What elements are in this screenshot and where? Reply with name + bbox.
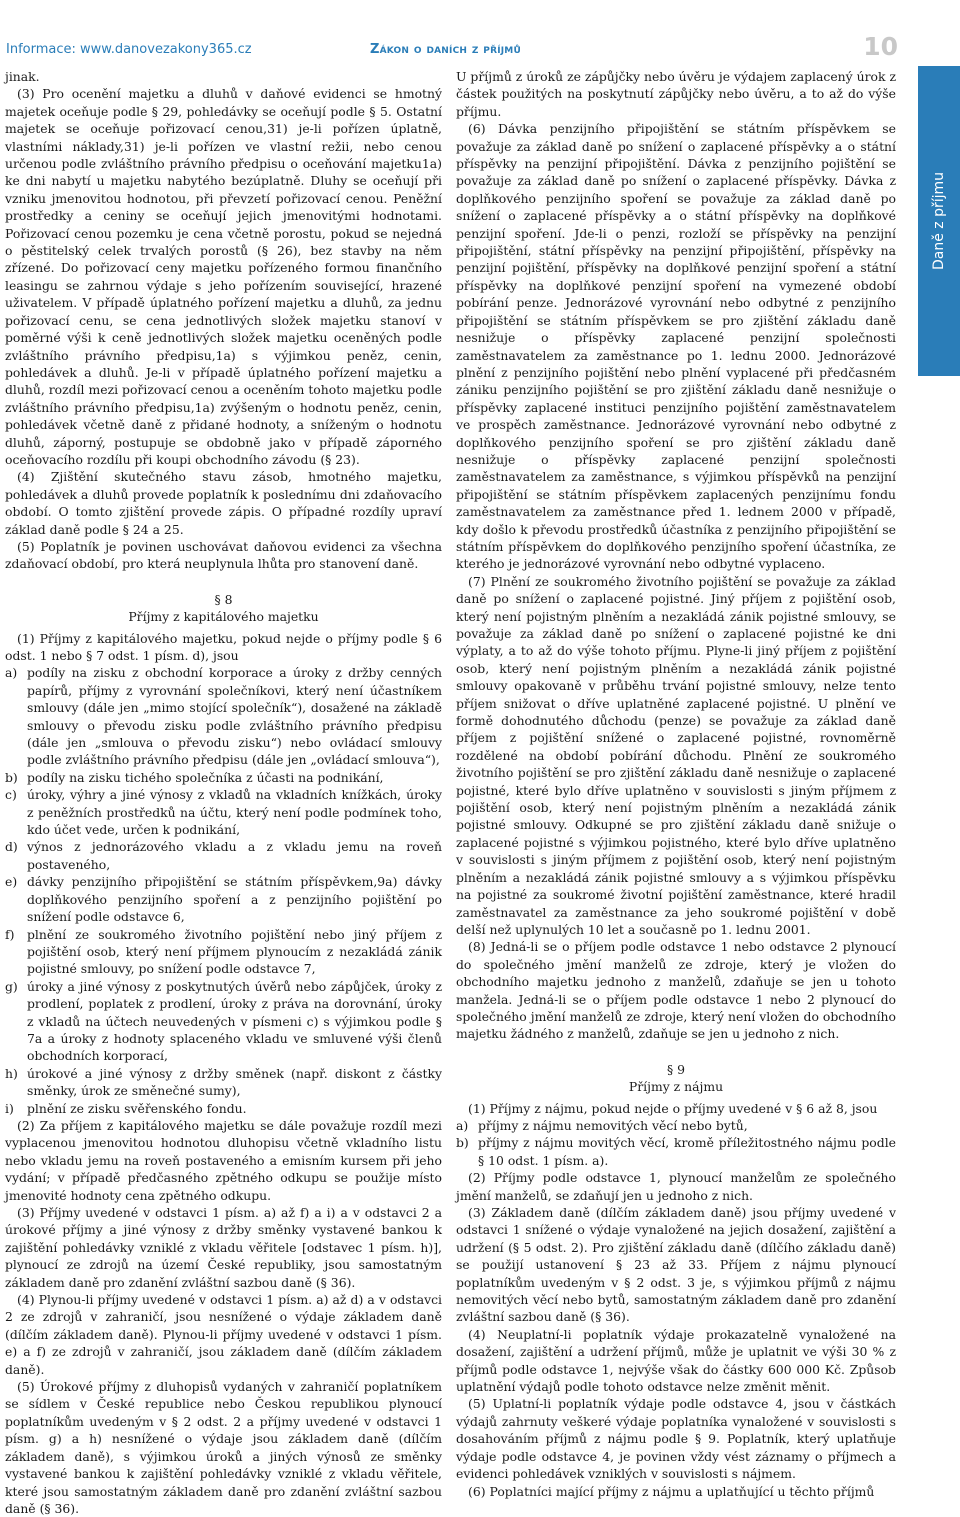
list-label: h) [5,1065,18,1081]
list-label: e) [5,874,18,890]
paragraph: (4) Plynou-li příjmy uvedené v odstavci 1 písm. a) až d) a v odstavci 2 ze zdrojů v zahraničí, jsou nesnížené o výdaje základem daně (dílčím základem daně). Plynou-li příjmy uvedené v odstavci 1 písm. e) a f) ze zdrojů v zahraničí, jsou základem daně (dílčím základem daně). [5,1292,442,1377]
list-text: příjmy z nájmu movitých věcí, kromě příležitostného nájmu podle § 10 odst. 1 písm. a). [478,1135,896,1168]
page-header [6,32,898,61]
section-number: § 8 [214,591,233,607]
list-label: a) [456,1117,469,1133]
paragraph: (6) Poplatníci mající příjmy z nájmu a uplatňující u těchto příjmů [468,1483,875,1499]
paragraph: (4) Neuplatní-li poplatník výdaje prokazatelně vynaložené na dosažení, zajištění a udržení příjmů, může je uplatnit ve výši 30 % z příjmů podle odstavce 1, nejvýše však do částky 600 000 Kč. Způsob uplatnění výdajů podle tohoto odstavce nelze změnit měnit. [456,1326,896,1395]
paragraph: (3) Příjmy uvedené v odstavci 1 písm. a) až f) a i) a v odstavci 2 a úrokové příjmy a jiné výnosy z držby směnky vystavené bankou k zajištění pohledávky vzniklé z vkladu věřitele [odstavec 1 písm. h)], plynoucí ze zdrojů na území České republiky, jsou samostatným základem daně pro zdanění zvláštní sazbou daně (§ 36). [5,1205,442,1290]
paragraph: (5) Uplatní-li poplatník výdaje podle odstavce 4, jsou v částkách výdajů zahrnuty veškeré výdaje poplatníka vynaložené v souvislosti s dosahováním příjmů z nájmu podle § 9. Poplatník, který uplatňuje výdaje podle odstavce 4, je povinen vždy vést záznamy o příjmech a evidenci pohledávek vzniklých v souvislosti s nájmem. [456,1396,896,1482]
section-title: Příjmy z kapitálového majetku [128,609,319,625]
paragraph: (5) Úrokové příjmy z dluhopisů vydaných v zahraničí poplatníkem se sídlem v České republice nebo Českou republikou plynoucí poplatníkům uvedeným v § 2 odst. 2 a příjmy uvedené v odstavci 1 písm. g) a h) nesnížené o výdaje jsou základem daně (dílčím základem daně), s výjimkou úroků a jiných výnosů ze směnky vystavené bankou k zajištění pohledávky vzniklé z vkladu věřitele, které jsou samostatným základem daně pro zdanění zvláštní sazbou daně (§ 36). [5,1379,442,1516]
paragraph: U příjmů z úroků ze zápůjčky nebo úvěru je výdajem zaplacený úrok z částek použitých na poskytnutí zápůjčky nebo úvěru, a to až do výše příjmu. [456,69,896,119]
paragraph: (3) Pro ocenění majetku a dluhů v daňové evidenci se hmotný majetek oceňuje podle § 29, pohledávky se oceňují podle § 5. Ostatní majetek se oceňuje pořizovací cenou,31) je-li pořízen úplatně, vlastními náklady,31) je-li pořízen ve vlastní režii, nebo cenou určenou podle zvláštního právního předpisu o oceňování majetku1a) ke dni nabytí u majetku nabytého bezúplatně. Dluhy se oceňují při vzniku jmenovitou hodnotou, při převzetí pořizovací cenou. Peněžní prostředky a ceniny se oceňují jejich jmenovitými hodnotami. Pořizovací cenou pozemku je cena včetně porostu, pokud se nejedná o pěstitelský celek trvalých porostů (§ 26), bez stavby na něm zřízené. Do pořizovací ceny majetku pořízeného formou finančního leasingu se zahrnou výdaje s jeho pořízením související, hrazené uživatelem. V případě úplatného pořízení majetku a dluhů, za jednu pořizovací cenu, se cena jednotlivých složek majetku stanoví v poměrné výši k ceně jednotlivých složek majetku oceněných podle zvláštního právního předpisu,1a) s výjimkou peněz, cenin, pohledávek a dluhů. Je-li v případě úplatného pořízení majetku a dluhů, rozdíl mezi pořizovací cenou a oceněním tohoto majetku podle zvláštního právního předpisu,1a) zvýšeným o hodnotu peněz, cenin, pohledávek včetně daně z přidané hodnoty, a sníženým o hodnotu dluhů, záporný, postupuje se obdobně jako v případě záporného oceňovacího rozdílu při koupi obchodního závodu (§ 23). [5,86,442,467]
list-text: podíly na zisku z obchodní korporace a úroky z držby cenných papírů, příjmy z vyrovnání společníkovi, který není účastníkem smlouvy (dále jen „mimo stojící společník“), dosažené na základě smlouvy o převodu zisku podle zvláštního právního předpisu (dále jen „smlouva o převodu zisku“) nebo ovládací smlouvy podle zvláštního právního předpisu (dále jen „ovládací smlouva“), [27,665,442,768]
list-text: úroky a jiné výnosy z poskytnutých úvěrů nebo zápůjček, úroky z prodlení, poplatek z prodlení, úroky z práva na dorovnání, úroky z vkladů na účtech neuvedených v písmeni c) s výjimkou podle § 7a a úroky z hodnoty splaceného vkladu ve smluvené výši členů obchodních korporací, [27,978,442,1064]
list-item [456,1117,896,1134]
paragraph: (5) Poplatník je povinen uschovávat daňovou evidenci za všechna zdaňovací období, pro která neuplynula lhůta pro stanovení daně. [5,538,442,572]
list-label: b) [456,1135,469,1151]
list-item [5,978,442,1065]
list-text: úroky, výhry a jiné výnosy z vkladů na vkladních knížkách, úroky z peněžních prostředků na účtu, který není podle podmínek toho, kdo účet vede, určen k podnikání, [27,787,442,838]
list-text: podíly na zisku tichého společníka z účasti na podnikání, [27,769,384,785]
list-label: d) [5,839,18,855]
list-text: úrokové a jiné výnosy z držby směnek (např. diskont z částky směnky, úrok ze směnečné sumy), [27,1065,442,1099]
list-text: výnos z jednorázového vkladu a z vkladu jemu na roveň postaveného, [27,839,442,872]
paragraph: (3) Základem daně (dílčím základem daně) jsou příjmy uvedené v odstavci 1 snížené o výdaje vynaložené na jejich dosažení, zajištění a udržení (§ 5 odst. 2). Pro zjištění základu daně (dílčího základu daně) se použijí ustanovení § 23 až 33. Příjem z nájmu plynoucí poplatníkům uvedeným v § 2 odst. 3 je, s výjimkou příjmů z nájmu nemovitých věcí nebo bytů, samostatným základem daně pro zdanění zvláštní sazbou daně (§ 36). [456,1205,896,1325]
section-title: Příjmy z nájmu [628,1079,724,1095]
paragraph: (2) Příjmy podle odstavce 1, plynoucí manželům ze společného jmění manželů, se zdaňují jen u jednoho z nich. [456,1170,896,1203]
list-label: g) [5,978,18,994]
list-label: a) [5,665,18,681]
list-item [5,769,442,786]
page-number: 10 [863,32,898,61]
paragraph: (4) Zjištění skutečného stavu zásob, hmotného majetku, pohledávek a dluhů provede poplatník k poslednímu dni zdaňovacího období. O tomto zjištění provede zápis. O případné rozdíly upraví základ daně podle § 24 a 25. [5,469,442,537]
list-text: plnění ze zisku svěřenského fondu. [27,1100,247,1116]
list-item [5,664,442,768]
list-label: b) [5,769,18,785]
paragraph: (7) Plnění ze soukromého životního pojištění se považuje za základ daně po snížení o zaplacené pojistné. Jiný příjem z pojištění osob, který není pojistným plněním a nezakládá zánik pojistné smlouvy, se považuje za základ daně po snížení o zaplacené pojistné ke dni výplaty, a to až do výše tohoto příjmu. Plyne-li jiný příjem z pojištění osob, který není pojistným plněním a nezakládá zánik pojistné smlouvy opakovaně v průběhu trvání pojistné smlouvy, nelze tento příjem snižovat o dříve uplatněné zaplacené pojistné. U plnění ve formě dohodnutého důchodu (penze) se považuje za základ daně příjem z pojištění snížené o zaplacené pojistné, rovnoměrně rozdělené na období pobírání důchodu. Plnění ze soukromého životního pojištění se pro zjištění základu daně nesnižuje o zaplacené pojistné, které bylo dříve uplatněno v souvislosti s jiným příjmem z pojištění osob, který není pojistným plněním a nezakládá zánik pojistné smlouvy. Odkupné se pro zjištění základu daně snižuje o zaplacené pojistné s výjimkou pojistného, které bylo dříve uplatněno v souvislosti s jiným příjmem z pojištění osob, který není pojistným plněním a nezakládá zánik pojistné smlouvy a s výjimkou příspěvku na pojistné za soukromé životní pojištění zaměstnance, které hradil zaměstnavatel za zaměstnance za jeho soukromé pojištění v době delší než uplynulých 10 let a současně po 1. lednu 2001. [456,573,896,937]
list-item [5,838,442,873]
list-item [5,926,442,978]
list-item [456,1134,896,1169]
paragraph: (8) Jedná-li se o příjem podle odstavce 1 nebo odstavce 2 plynoucí do společného jmění manželů ze zdroje, který je vložen do obchodního majetku jednoho z manželů, zdaňuje se jen u tohoto manžela. Jedná-li se o příjem podle odstavce 1 nebo 2 plynoucí do společného jmění manželů ze zdroje, který není vložen do obchodního majetku žádného z manželů, zdaňuje se jen u jednoho z nich. [456,939,896,1042]
paragraph: jinak. [5,69,40,84]
list-item [5,1100,442,1117]
list-text: příjmy z nájmu nemovitých věcí nebo bytů, [478,1117,748,1133]
section-number: § 9 [666,1061,686,1077]
paragraph: (1) Příjmy z nájmu, pokud nejde o příjmy uvedené v § 6 až 8, jsou [468,1100,878,1116]
right-column [456,68,896,1500]
list-label: f) [5,926,15,942]
list-item [5,1065,442,1100]
side-tab-label: Daně z příjmu [931,171,947,271]
list-item [5,873,442,925]
list-label: c) [5,787,17,803]
list-text: plnění ze soukromého životního pojištění nebo jiný příjem z pojištění osob, který není příjmem plynoucím z nezakládá zánik pojistné smlouvy, po snížení podle odstavce 7, [27,926,442,977]
document-title: Zákon o daních z příjmů [370,42,521,57]
left-column [5,68,442,1517]
source-link[interactable]: Informace: www.danovezakony365.cz [6,42,252,57]
paragraph: (1) Příjmy z kapitálového majetku, pokud nejde o příjmy podle § 6 odst. 1 nebo § 7 odst. 1 písm. d), jsou [5,630,442,663]
paragraph: (6) Dávka penzijního připojištění se státním příspěvkem se považuje za základ daně po snížení o zaplacené příspěvky a o státní příspěvky na penzijní připojištění. Dávka z penzijního pojištění se považuje za základ daně po snížení o zaplacené příspěvky. Dávka z doplňkového penzijního spoření se považuje za základ daně po snížení o zaplacené příspěvky a o státní příspěvky na doplňkové penzijní spoření. Jde-li o penzi, rozloží se příspěvky na penzijní připojištění, státní příspěvky na penzijní připojištění, příspěvky na penzijní pojištění, příspěvky na doplňkové penzijní spoření a státní příspěvky na doplňkové penzijní spoření na vymezené období pobírání penze. Jednorázové vyrovnání nebo odbytné z penzijního připojištění se státním příspěvkem se pro zjištění základu daně nesnižuje o příspěvky zaplacené penzijní společnosti zaměstnavatelem za zaměstnance po 1. lednu 2000. Jednorázové plnění z penzijního pojištění nebo plnění vyplacené při předčasném zániku penzijního pojištění se pro zjištění základu daně nesnižuje o příspěvky zaplacené instituci penzijního pojištění zaměstnavatelem ve prospěch zaměstnance. Jednorázové vyrovnání nebo odbytné z doplňkového penzijního spoření se pro zjištění základu daně nesnižuje o příspěvky zaplacené penzijní společnosti zaměstnavatelem za zaměstnance, s výjimkou příspěvků na penzijní připojištění se státním příspěvkem zaplacených penzijnímu fondu zaměstnavatelem za zaměstnance před 1. lednem 2000 v případě, kdy došlo k převodu prostředků účastníka z penzijního připojištění se státním příspěvkem do doplňkového penzijního spoření účastníka, ze kterého je jednorázové vyrovnání nebo odbytné vyplaceno. [456,121,896,572]
side-tab [918,66,960,376]
list-label: i) [5,1100,14,1116]
list-item [5,786,442,838]
paragraph: (2) Za příjem z kapitálového majetku se dále považuje rozdíl mezi vyplacenou jmenovitou hodnotou dluhopisu včetně vkladního listu nebo vkladu jemu na roveň postaveného a emisním kursem při jeho vydání; v případě předčasného zpětného odkupu se použije místo jmenovité hodnoty cena zpětného odkupu. [5,1117,442,1203]
list-text: dávky penzijního připojištění se státním příspěvkem,9a) dávky doplňkového penzijního spoření a z penzijního pojištění po snížení podle odstavce 6, [27,874,442,925]
